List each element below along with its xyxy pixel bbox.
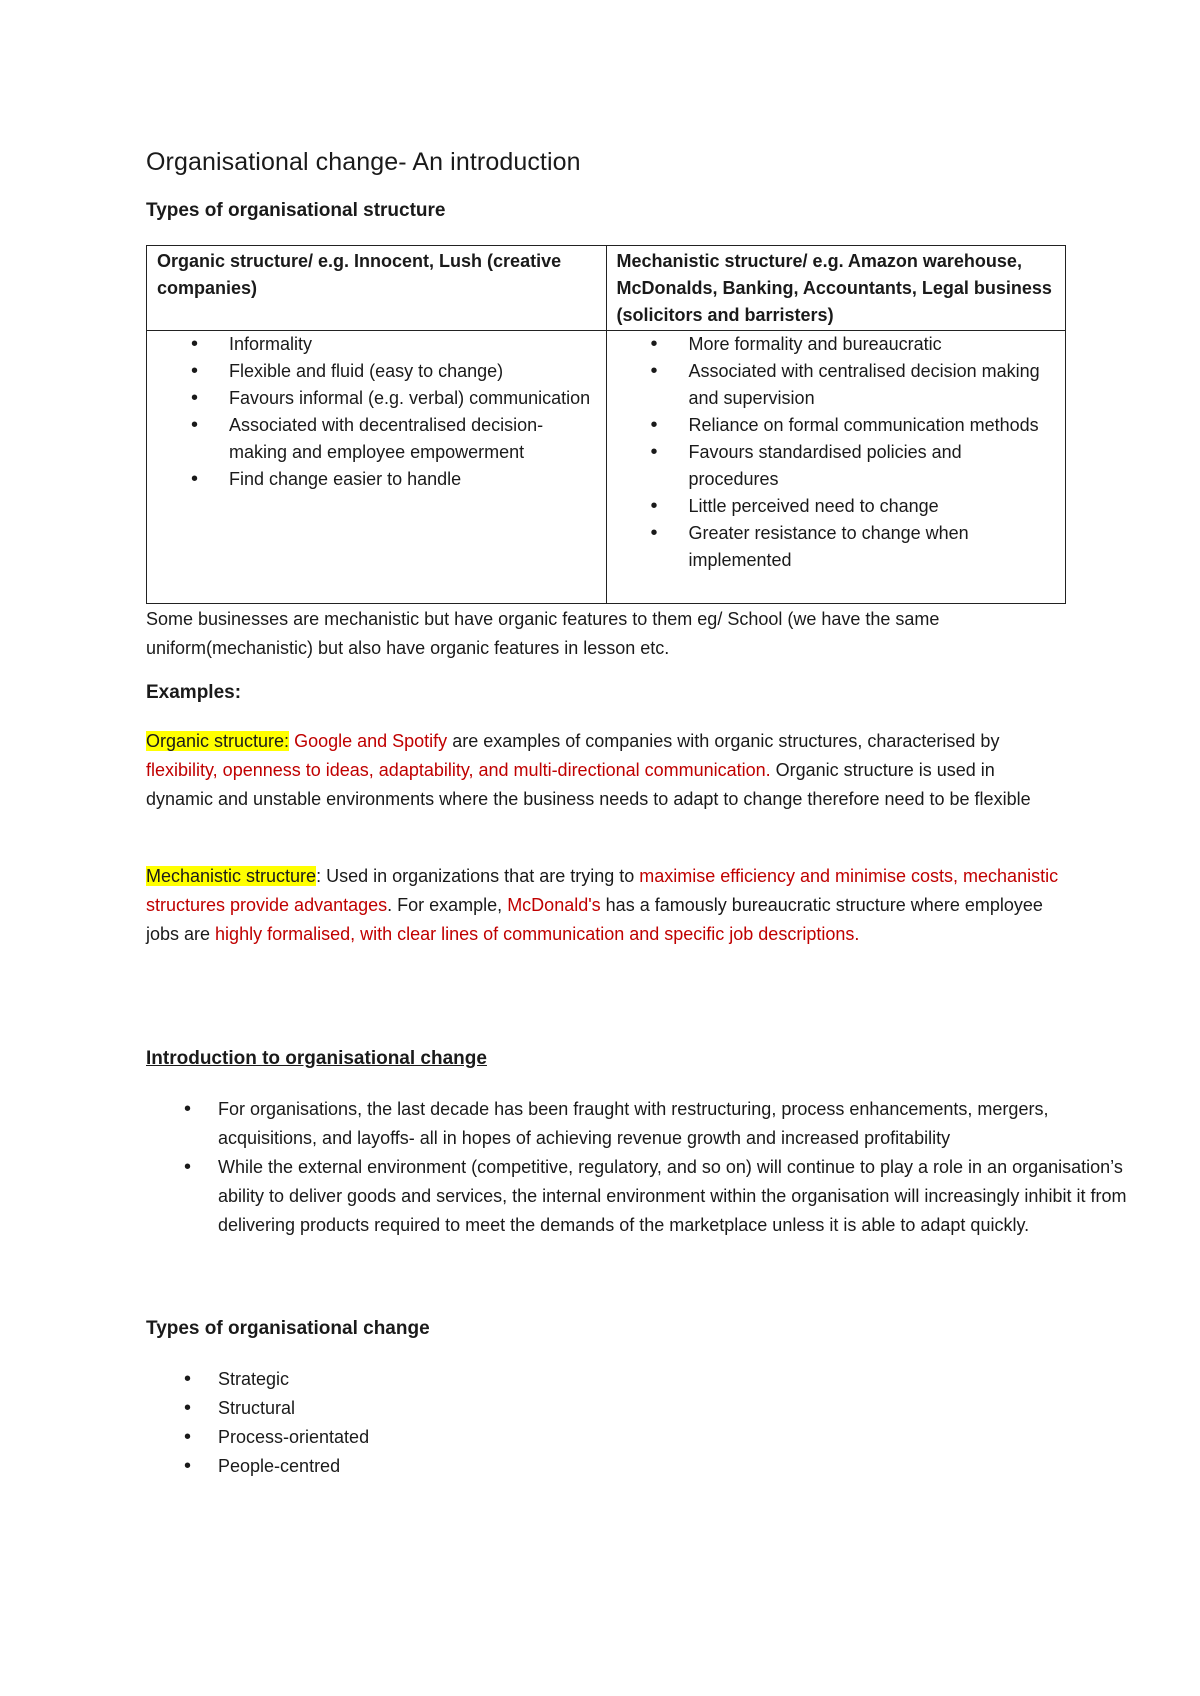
list-item: • Structural <box>218 1394 1138 1423</box>
mechanistic-column-header: Mechanistic structure/ e.g. Amazon warehouse, McDonalds, Banking, Accountants, Legal business (solicitors and barristers) <box>606 246 1066 331</box>
mechanistic-details: highly formalised, with clear lines of communication and specific job descriptions. <box>215 924 860 944</box>
mechanistic-text-2: . For example, <box>387 895 508 915</box>
organic-text-1: are examples of companies with organic structures, characterised by <box>447 731 1000 751</box>
list-item: • While the external environment (competitive, regulatory, and so on) will continue to play a role in an organisation’s ability to deliver goods and services, the internal environment within the organisation will increasingly inhibit it from delivering products required to meet the demands of the marketplace unless it is able to adapt quickly. <box>218 1153 1138 1240</box>
change-types-list <box>146 1365 1138 1481</box>
list-item: • More formality and bureaucratic <box>689 331 1056 358</box>
list-item: • Associated with decentralised decision-making and employee empowerment <box>229 412 596 466</box>
organic-traits: flexibility, openness to ideas, adaptability, and multi-directional communication. <box>146 760 771 780</box>
intro-heading: Introduction to organisational change <box>146 1048 487 1069</box>
list-item: • People-centred <box>218 1452 1138 1481</box>
list-item: • Greater resistance to change when implemented <box>689 520 1056 574</box>
list-item: • Flexible and fluid (easy to change) <box>229 358 596 385</box>
organic-label-highlight: Organic structure: <box>146 731 290 751</box>
mechanistic-label-highlight: Mechanistic structure <box>146 866 317 886</box>
change-types-heading: Types of organisational change <box>146 1318 430 1339</box>
list-item: • Process-orientated <box>218 1423 1138 1452</box>
list-item: • For organisations, the last decade has been fraught with restructuring, process enhancements, mergers, acquisitions, and layoffs- all in hopes of achieving revenue growth and increased profitability <box>218 1095 1138 1153</box>
mechanistic-example-paragraph <box>146 862 1066 949</box>
note-paragraph: Some businesses are mechanistic but have organic features to them eg/ School (we have the same uniform(mechanistic) but also have organic features in lesson etc. <box>146 609 940 658</box>
organic-column-header: Organic structure/ e.g. Innocent, Lush (creative companies) <box>147 246 607 331</box>
organic-column-body <box>147 331 607 604</box>
list-item: • Strategic <box>218 1365 1138 1394</box>
list-item: • Informality <box>229 331 596 358</box>
mechanistic-text-3: has a famously bureaucratic structure where employee jobs are <box>146 895 1043 944</box>
organic-example-paragraph <box>146 727 1066 814</box>
list-item: • Associated with centralised decision making and supervision <box>689 358 1056 412</box>
organic-text-2: Organic structure is used in dynamic and unstable environments where the business needs to adapt to change therefore need to be flexible <box>146 760 1031 809</box>
list-item: • Favours informal (e.g. verbal) communication <box>229 385 596 412</box>
mechanistic-column-body <box>606 331 1066 604</box>
organic-companies: Google and Spotify <box>294 731 448 751</box>
intro-list <box>146 1095 1138 1240</box>
page-title: Organisational change- An introduction <box>146 148 581 176</box>
mechanistic-colon: : <box>316 866 322 886</box>
section-heading-structure-types: Types of organisational structure <box>146 200 446 221</box>
examples-heading: Examples: <box>146 682 242 703</box>
mechanistic-text-1: Used in organizations that are trying to <box>321 866 640 886</box>
mechanistic-advantages: maximise efficiency and minimise costs, mechanistic structures provide advantages <box>146 866 1059 915</box>
structure-comparison-table <box>146 245 1066 604</box>
mechanistic-features-list <box>617 331 1056 574</box>
list-item: • Favours standardised policies and procedures <box>689 439 1056 493</box>
list-item: • Find change easier to handle <box>229 466 596 493</box>
organic-features-list <box>157 331 596 493</box>
mechanistic-company: McDonald's <box>507 895 601 915</box>
list-item: • Little perceived need to change <box>689 493 1056 520</box>
list-item: • Reliance on formal communication methods <box>689 412 1056 439</box>
